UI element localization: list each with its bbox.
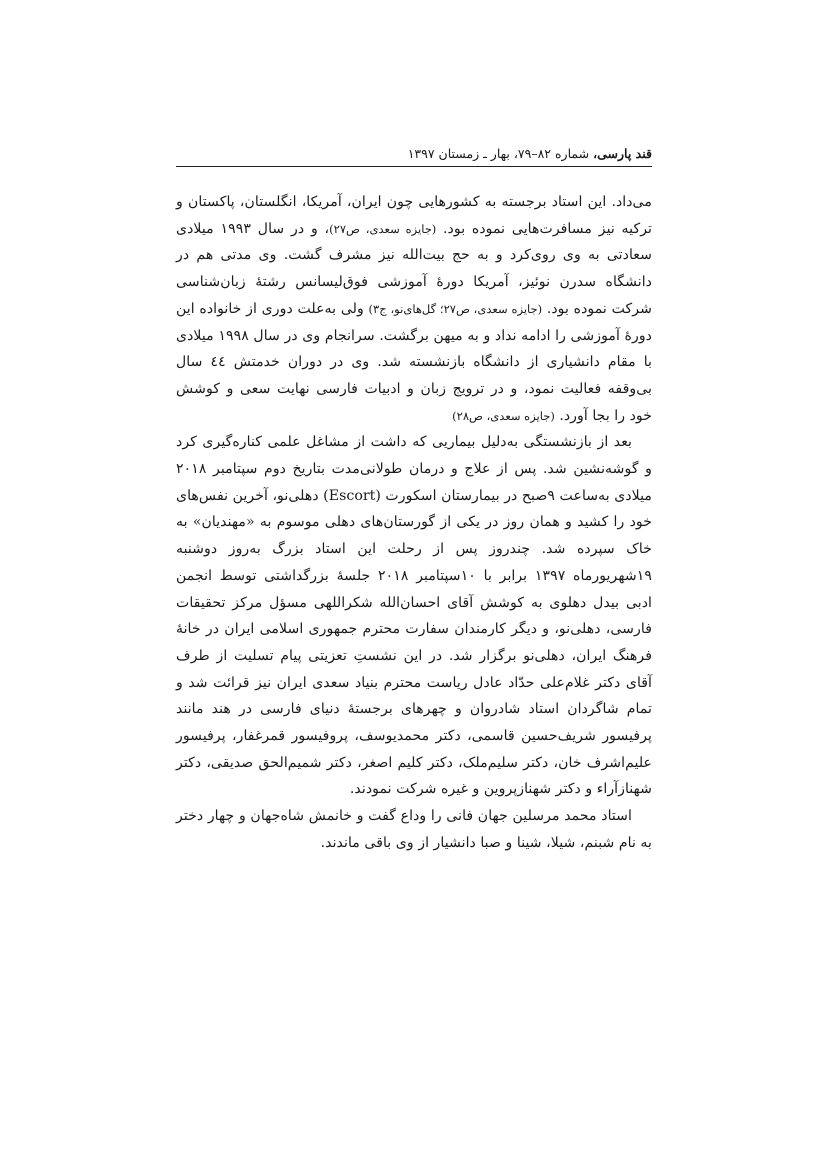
journal-title: قند پارسی، (593, 146, 652, 161)
article-body (176, 189, 652, 857)
citation: (جایزه سعدی، ص۲۷؛ گل‌های‌نو، ج۳) (368, 301, 543, 316)
citation: (جایزه سعدی، ص۲۷) (329, 221, 437, 236)
citation: (جایزه سعدی، ص۲۸) (452, 408, 555, 423)
paragraph-p1 (176, 189, 652, 429)
paragraph-p2 (176, 429, 652, 803)
running-header (176, 146, 652, 162)
paragraph-text: ولی به‌علت دوری از خانواده این دورهٔ آموزشی را ادامه نداد و به میهن برگشت. سرانجام وی در سال ۱۹۹۸ میلادی با مقام دانشیاری از دانشگاه بازنشسته شد. وی در دوران خدمتش ٤٤ سال بی‌وقفه فعالیت نمود، و در ترویج زبان و ادبیات فارسی نهایت سعی و کوشش خود را بجا آورد. (176, 300, 652, 424)
paragraph-text: استاد محمد مرسلین جهان فانی را وداع گفت و خانمش شاه‌جهان و چهار دختر به نام شبنم، شیلا، شینا و صبا دانشیار از وی باقی ماندند. (176, 808, 652, 851)
paragraph-text: می‌داد. این استاد برجسته به کشورهایی چون ایران، آمریکا، انگلستان، پاکستان و ترکیه نیز مسافرت‌هایی نموده بود. (176, 194, 652, 237)
paragraph-text: ، و در سال ۱۹۹۳ میلادی سعادتی به وی روی‌کرد و به حج بیت‌الله نیز مشرف گشت. وی مدتی هم در دانشگاه سدرن نوئیز، آمریکا دورهٔ آموزشی فوق‌لیسانس رشتهٔ زبان‌شناسی شرکت نموده بود. (176, 220, 652, 317)
header-rule (176, 166, 652, 167)
issue-info: شماره ۸۲–۷۹، بهار ـ زمستان ۱۳۹۷ (407, 146, 594, 161)
paragraph-p3 (176, 803, 652, 856)
paragraph-text: بعد از بازنشستگی به‌دلیل بیماریی که داشت از مشاغل علمی کناره‌گیری کرد و گوشه‌نشین شد. پس از علاج و درمان طولانی‌مدت بتاریخ دوم سپتامبر ۲۰۱۸ میلادی به‌ساعت ۹صبح در بیمارستان اسکورت (Escort) دهلی‌نو، آخرین نفس‌های خود را کشید و همان روز در یکی از گورستان‌های دهلی موسوم به «مهندیان» به خاک سپرده شد. چندروز پس از رحلت این استاد بزرگ به‌روز دوشنبه ۱۹شهریورماه ۱۳۹۷ برابر با ۱۰سپتامبر ۲۰۱۸ جلسهٔ بزرگداشتی توسط انجمن ادبی بیدل دهلوی به کوشش آقای احسان‌الله شکراللهی مسؤل مرکز تحقیقات فارسی، دهلی‌نو، و دیگر کارمندان سفارت محترم جمهوری اسلامی ایران در خانهٔ فرهنگ ایران، دهلی‌نو برگزار شد. در این نشستِ تعزیتی پیام تسلیت از طرف آقای دکتر غلام‌علی حدّاد عادل ریاست محترم بنیاد سعدی ایران نیز قرائت شد و تمام شاگردان استاد شادروان و چهرهای برجستهٔ دنیای فارسی در هند مانند پرفیسور شریف‌حسین قاسمی، دکتر محمدیوسف، پروفیسور قمرغفار، پرفیسور علیم‌اشرف خان، دکتر سلیم‌ملک، دکتر کلیم اصغر، دکتر شمیم‌الحق صدیقی، دکتر شهنازآراء و دکتر شهنازپروین و غیره شرکت نمودند. (176, 434, 653, 798)
